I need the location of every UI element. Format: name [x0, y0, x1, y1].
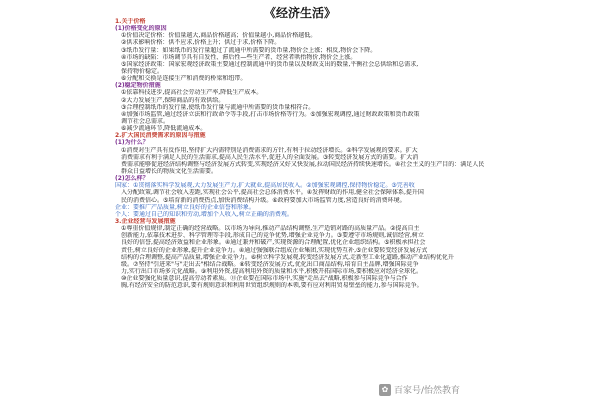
page-title: 《经济生活》 — [263, 6, 336, 20]
text-line: ①消费对生产具有反作用,坚持扩大内需特别是消费需求的方针,有利于拉动经济增长。②科学发展观的要求。扩大 — [121, 146, 418, 154]
text-line: 胸,有经济安全的防范意识,要有规则意识和利用世贸组织规则的本领,要有应对利用贸易壁垒的能力,参与国际竞争。 — [121, 282, 423, 290]
text-line: ③纸币发行量：如果纸币的发行量超过了流通中所需要的货币量,物价会上涨；相反,物价会下降。 — [121, 46, 377, 54]
text-line: 消费需求有利于满足人民的生活需求,提高人民生活水平,促进人的全面发展。③转变经济发展方式的需要。扩大消 — [121, 153, 419, 161]
subsection-heading: (2)稳定物价措施 — [115, 82, 161, 90]
section-heading: 3.企业经营与发展措施 — [115, 217, 176, 225]
text-line: ③合理控制纸币的发行量,使纸币发行量与流通中所需要的货币量相符合。 — [121, 103, 315, 111]
watermark — [379, 383, 460, 396]
section-heading: 2.扩大国民消费需求的原因与措施 — [115, 132, 206, 140]
app-logo-icon: ✿ — [379, 384, 391, 396]
text-line: 费需求能够促进经济结构调整与经济发展方式转变,实现经济又好又快发展,拉动国民经济持续快速增长。④社会主义的生产目的：满足人民 — [121, 160, 485, 168]
text-line: 保持物价稳定。 — [121, 67, 164, 75]
subsection-heading: (1)为什么？ — [115, 139, 149, 147]
document-body — [115, 18, 485, 289]
text-line: 良好的信誉,提高经济效益和企业形象。④通过兼并和破产,实现资源的合理配置,优化企业组织结构。⑤积极承担社会 — [121, 239, 426, 247]
subsection-heading: (1)价格变化的原因 — [115, 25, 167, 33]
text-line: 创新能力,依靠技术进步、科学管理等手段,形成自己的竞争优势,增强企业竞争力。③要遵守市场规则,诚信经营,树立 — [121, 232, 424, 240]
text-line: ④市场的缺陷：市场调节具有自发性、滞后性—些生产者、经营者哄抬物价,物价会上涨。 — [121, 53, 357, 61]
text-line: 企业：要推广产品质量,树立良好的企业信誉和形象。 — [115, 203, 255, 211]
text-line: ⑤国家经济政策：国家宏观经济政策主要通过控制流通中的货币量以及财政支出的数量,平衡社会总供给和总需求, — [121, 60, 419, 68]
text-line: 民的消费信心。⑤培育新的消费热点,加快消费结构升级。⑥政府要加大市场监管力度,营造良好的消费环境。 — [121, 196, 406, 204]
text-line: ①依靠科技进步,提高社会劳动生产率,降低生产成本。 — [121, 89, 263, 97]
text-line: ④加强市场监管,通过经济立法和行政命令等手段,打击市场价格等行为。⑤加强宏观调控,通过财政政策和货币政策 — [121, 110, 420, 118]
text-line: 个人：要通过自己的知识和劳动,增加个人收入,树立正确的消费观。 — [115, 210, 293, 218]
text-line: 群众日益增长的物质文化生活需要。 — [121, 167, 218, 175]
text-line: 结构的合理调整,提高产品质量,增强企业竞争力。⑥树立科学发展观,转变经济发展方式,走新型工业化道路,推动产业结构优化升 — [121, 253, 454, 261]
text-line: 责任,树立良好的企业形象,提升企业竞争力。④通过强强联合组成企业集团,实现优势互补,⑤企业要转变经济发展方式 — [121, 246, 428, 254]
text-line: ①尊重价值规律,制定正确的经营战略。以市场为导向,推动产品结构调整,生产适销对路的高质量产品。②提高自主 — [121, 225, 420, 233]
text-line: 国家：①贯彻落实科学发展观,大力发展生产力,扩大就业,提高居民收入。②加强宏观调控,保持物价稳定。③完善收 — [115, 182, 415, 190]
text-line: 调节社会总需求。 — [121, 117, 170, 125]
text-line: 力,实行出口市场多元化战略。⑨利用外资,提高利用外资的质量和水平,积极开拓国际市场,要积极应对经济全球化。 — [121, 267, 423, 275]
section-heading: 1.关于价格 — [115, 18, 146, 25]
text-line: ⑥分配和交换是连接生产和消费的桥梁和纽带。 — [121, 75, 247, 83]
text-line: ⑥减少流通环节,降低流通成本。 — [121, 125, 207, 133]
text-line: 级。⑦坚持"引进来"与"走出去"相结合战略。⑧转变经济发展方式,优化出口商品结构,培育自主品牌,增强国际竞争 — [121, 260, 419, 268]
subsection-heading: (2)怎么样？ — [115, 175, 149, 183]
text-line: ①价值决定价格：价值量越大,商品价格越高；价值量越小,商品价格越低。 — [121, 32, 317, 40]
text-line: ⑩企业要强化质量意识,提高劳动者素质。⑪企业要在国际市场中,实施"走出去"战略,积极参与国际竞争与合作 — [121, 275, 408, 283]
text-line: ②供求影响价格：供不应求,价格上升；供过于求,价格下降。 — [121, 39, 281, 47]
text-line: 入分配政策,调节社会收入差距,实现社会公平,提高社会总体消费水平。④发挥财政的作用,健全社会保障体系,提升国 — [121, 189, 424, 197]
watermark-text: 百家号/怡然教育 — [393, 386, 460, 396]
text-line: ②大力发展生产,保障商品的有效供给。 — [121, 96, 225, 104]
